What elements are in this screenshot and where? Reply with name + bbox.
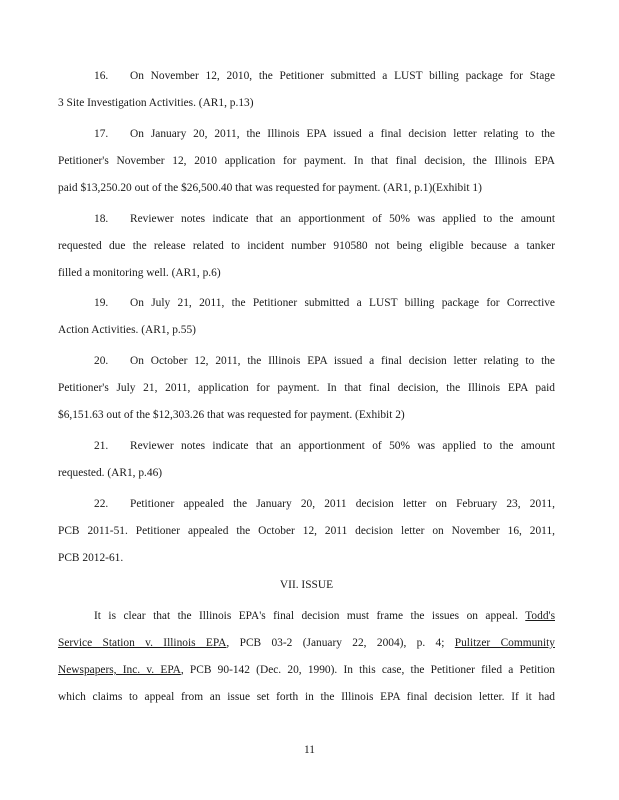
paragraph-line: 16. On November 12, 2010, the Petitioner submitted a LUST billing package for Stage xyxy=(58,63,555,90)
paragraph-line: 21. Reviewer notes indicate that an apportionment of 50% was applied to the amount xyxy=(58,433,555,460)
paragraph-line: which claims to appeal from an issue set forth in the Illinois EPA final decision letter. If it had xyxy=(58,691,555,703)
paragraph-number: 22. xyxy=(94,498,109,510)
page-number: 11 xyxy=(304,744,315,756)
paragraph-19 xyxy=(58,290,555,344)
paragraph-16 xyxy=(58,63,555,117)
paragraph-22 xyxy=(58,491,555,572)
paragraph-line: Petitioner's July 21, 2011, application for payment. In that final decision, the Illinois EPA paid xyxy=(58,382,555,394)
paragraph-line: requested due the release related to incident number 910580 not being eligible because a tanker xyxy=(58,240,555,252)
paragraph-line: 18. Reviewer notes indicate that an apportionment of 50% was applied to the amount xyxy=(58,206,555,233)
paragraph-line: Newspapers, Inc. v. EPA, PCB 90-142 (Dec. 20, 1990). In this case, the Petitioner filed a Petition xyxy=(58,664,555,676)
paragraph-20 xyxy=(58,348,555,429)
paragraph-line: paid $13,250.20 out of the $26,500.40 that was requested for payment. (AR1, p.1)(Exhibit 1) xyxy=(58,182,482,194)
case-citation: Newspapers, Inc. v. EPA xyxy=(58,664,181,676)
paragraph-line: PCB 2012-61. xyxy=(58,552,124,564)
case-citation: Todd's xyxy=(525,610,555,622)
paragraph-number: 19. xyxy=(94,297,109,309)
paragraph-line: 22. Petitioner appealed the January 20, 2011 decision letter on February 23, 2011, xyxy=(58,491,555,518)
paragraph-line: $6,151.63 out of the $12,303.26 that was requested for payment. (Exhibit 2) xyxy=(58,409,405,421)
case-citation: Service Station v. Illinois EPA xyxy=(58,637,227,649)
paragraph-line: filled a monitoring well. (AR1, p.6) xyxy=(58,267,221,279)
paragraph-line: Service Station v. Illinois EPA, PCB 03-2 (January 22, 2004), p. 4; Pulitzer Community xyxy=(58,637,555,649)
paragraph-line: 20. On October 12, 2011, the Illinois EPA issued a final decision letter relating to the xyxy=(58,348,555,375)
paragraph-line: Petitioner's November 12, 2010 application for payment. In that final decision, the Illinois EPA xyxy=(58,155,555,167)
paragraph-line: 17. On January 20, 2011, the Illinois EPA issued a final decision letter relating to the xyxy=(58,121,555,148)
case-citation: Pulitzer Community xyxy=(454,637,555,649)
paragraph-number: 21. xyxy=(94,440,109,452)
paragraph-18 xyxy=(58,206,555,287)
paragraph-line: 19. On July 21, 2011, the Petitioner submitted a LUST billing package for Corrective xyxy=(58,290,555,317)
paragraph-line: It is clear that the Illinois EPA's final decision must frame the issues on appeal. Todd's xyxy=(94,610,555,622)
paragraph-line: PCB 2011-51. Petitioner appealed the October 12, 2011 decision letter on November 16, 2011, xyxy=(58,525,555,537)
paragraph-number: 18. xyxy=(94,213,109,225)
paragraph-21 xyxy=(58,433,555,487)
section-heading: VII. ISSUE xyxy=(279,579,334,591)
paragraph-17 xyxy=(58,121,555,202)
paragraph-number: 17. xyxy=(94,128,109,140)
paragraph-line: requested. (AR1, p.46) xyxy=(58,467,163,479)
paragraph-line: Action Activities. (AR1, p.55) xyxy=(58,324,196,336)
paragraph-line: 3 Site Investigation Activities. (AR1, p.13) xyxy=(58,97,254,109)
issue-paragraph xyxy=(58,603,555,711)
paragraph-number: 20. xyxy=(94,355,109,367)
paragraph-number: 16. xyxy=(94,70,109,82)
